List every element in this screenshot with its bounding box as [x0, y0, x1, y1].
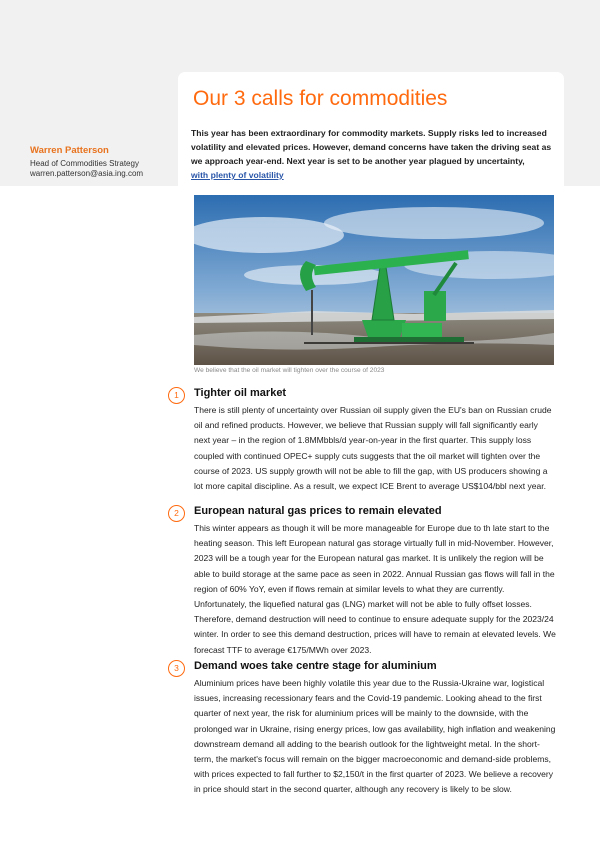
author-email[interactable]: warren.patterson@asia.ing.com: [30, 169, 144, 178]
author-name: Warren Patterson: [30, 145, 109, 156]
intro-paragraph: [191, 126, 557, 182]
intro-link[interactable]: with plenty of volatility: [191, 170, 284, 180]
section-number-badge: 1: [168, 387, 185, 404]
section-title: European natural gas prices to remain elevated: [194, 505, 442, 517]
pumpjack-illustration: [194, 195, 554, 365]
author-block: [30, 146, 170, 180]
section-title: Demand woes take centre stage for aluminium: [194, 660, 437, 672]
section-number-badge: 3: [168, 660, 185, 677]
photo-caption: We believe that the oil market will tighten over the course of 2023: [194, 367, 385, 374]
section-body: There is still plenty of uncertainty over Russian oil supply given the EU's ban on Russian crude oil and refined products. However, we believe that Russian supply will fall significantly early next year – in the region of 1.8MMbbls/d year-on-year in the first quarter. This supply loss coupled with continued OPEC+ supply cuts suggests that the oil market will tighten over the course of 2023. US supply growth will not be able to fill the gap, with US producers showing a lot more capital discipline. As a result, we expect ICE Brent to average US$104/bbl next year.: [194, 405, 552, 492]
section-number-badge: 2: [168, 505, 185, 522]
intro-text: This year has been extraordinary for commodity markets. Supply risks led to increased volatility and elevated prices. However, demand concerns have taken the driving seat as we approach year-end. Next year is set to be another year plagued by uncertainty,: [191, 128, 552, 166]
page-title: Our 3 calls for commodities: [193, 87, 448, 110]
author-role: Head of Commodities Strategy: [30, 158, 139, 168]
section-title: Tighter oil market: [194, 387, 287, 399]
oil-pumpjack-photo: [194, 195, 554, 365]
section-body: This winter appears as though it will be more manageable for Europe due to th late start to the heating season. This left European natural gas storage virtually full in mid-November. However, 2023 will be a tough year for the European natural gas market. It is unlikely the region will be able to build storage at the same pace as seen in 2022. Annual Russian gas flows will fall in the region of 60% YoY, even if flows remain at similar levels to what they are currently. Unfortunately, the liquefied natural gas (LNG) market will not be able to fully offset losses. Therefore, demand destruction will need to continue to ensure adequate supply for the 2023/24 winter. In order to see this demand destruction, prices will have to remain at elevated levels. We forecast TTF to average €175/MWh over 2023.: [194, 523, 556, 655]
section-body: Aluminium prices have been highly volatile this year due to the Russia-Ukraine war, logistical issues, increasing recessionary fears and the Covid-19 pandemic. Looking ahead to the first quarter of next year, the risk for aluminium prices will be mainly to the downside, with the prolonged war in Ukraine, rising energy prices, low gas availability, high inflation and weakening downstream demand all adding to the bearish outlook for the lightweight metal. In the short-term, the market's focus will remain on the bigger macroeconomic and demand-side problems, with prices expected to fall further to $2,150/t in the first quarter of 2023. We believe a recovery in price should start in the second quarter, although any recovery is likely to be slow.: [194, 678, 556, 795]
